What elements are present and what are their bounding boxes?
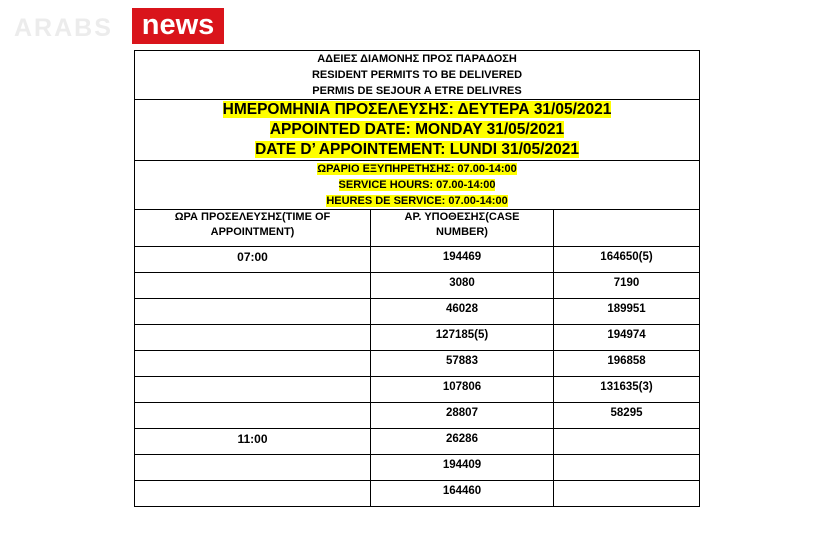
date-french: DATE D’ APPOINTEMENT: LUNDI 31/05/2021 (255, 141, 579, 158)
hours-row (135, 161, 700, 210)
case-number-cell: 107806 (371, 377, 554, 403)
logo-brand: news (132, 8, 224, 44)
hours-english: SERVICE HOURS: 07.00-14:00 (338, 179, 496, 191)
time-cell (135, 377, 371, 403)
title-greek: ΑΔΕΙΕΣ ΔΙΑΜΟΝΗΣ ΠΡΟΣ ΠΑΡΑΔΟΣΗ (317, 53, 517, 65)
title-cell (135, 51, 700, 100)
case-number-cell-2 (554, 481, 700, 507)
column-header-row (135, 210, 700, 247)
logo-ghost-text: ARABS (14, 14, 113, 42)
case-number-cell-2: 196858 (554, 351, 700, 377)
case-number-cell-2: 58295 (554, 403, 700, 429)
table-row (135, 299, 700, 325)
case-number-cell: 164460 (371, 481, 554, 507)
time-cell (135, 273, 371, 299)
table-row (135, 351, 700, 377)
table-row (135, 325, 700, 351)
time-cell (135, 455, 371, 481)
table-row (135, 377, 700, 403)
case-number-cell: 26286 (371, 429, 554, 455)
time-cell: 07:00 (135, 247, 371, 273)
case-column-header: ΑΡ. ΥΠΟΘΕΣΗΣ(CASE NUMBER) (371, 210, 554, 247)
case-column-header-2 (554, 210, 700, 247)
time-cell (135, 481, 371, 507)
case-number-cell: 194409 (371, 455, 554, 481)
hours-cell (135, 161, 700, 210)
case-number-cell: 57883 (371, 351, 554, 377)
title-french: PERMIS DE SEJOUR A ETRE DELIVRES (312, 85, 522, 97)
case-number-cell: 194469 (371, 247, 554, 273)
hours-french: HEURES DE SERVICE: 07.00-14:00 (326, 195, 508, 207)
table-row (135, 273, 700, 299)
table-row (135, 247, 700, 273)
case-number-cell-2: 164650(5) (554, 247, 700, 273)
case-number-cell: 46028 (371, 299, 554, 325)
time-cell (135, 299, 371, 325)
case-number-cell-2: 7190 (554, 273, 700, 299)
time-cell (135, 325, 371, 351)
case-number-cell-2: 189951 (554, 299, 700, 325)
table-row (135, 403, 700, 429)
date-greek: ΗΜΕΡΟΜΗΝΙΑ ΠΡΟΣΕΛΕΥΣΗΣ: ΔΕΥΤΕΡΑ 31/05/2021 (222, 101, 612, 118)
time-cell (135, 351, 371, 377)
date-cell (135, 100, 700, 161)
title-row (135, 51, 700, 100)
permits-table (134, 50, 700, 507)
case-number-cell: 127185(5) (371, 325, 554, 351)
time-cell (135, 403, 371, 429)
table-row (135, 455, 700, 481)
case-number-cell-2 (554, 429, 700, 455)
case-number-cell: 3080 (371, 273, 554, 299)
time-cell: 11:00 (135, 429, 371, 455)
table-row (135, 481, 700, 507)
case-number-cell-2: 131635(3) (554, 377, 700, 403)
case-number-cell-2: 194974 (554, 325, 700, 351)
case-number-cell: 28807 (371, 403, 554, 429)
case-number-cell-2 (554, 455, 700, 481)
date-english: APPOINTED DATE: MONDAY 31/05/2021 (269, 121, 565, 138)
table-row (135, 429, 700, 455)
title-english: RESIDENT PERMITS TO BE DELIVERED (311, 69, 523, 81)
hours-greek: ΩΡΑΡΙΟ ΕΞΥΠΗΡΕΤΗΣΗΣ: 07.00-14:00 (317, 163, 517, 175)
date-row (135, 100, 700, 161)
time-column-header: ΩΡΑ ΠΡΟΣΕΛΕΥΣΗΣ(TIME OF APPOINTMENT) (135, 210, 371, 247)
